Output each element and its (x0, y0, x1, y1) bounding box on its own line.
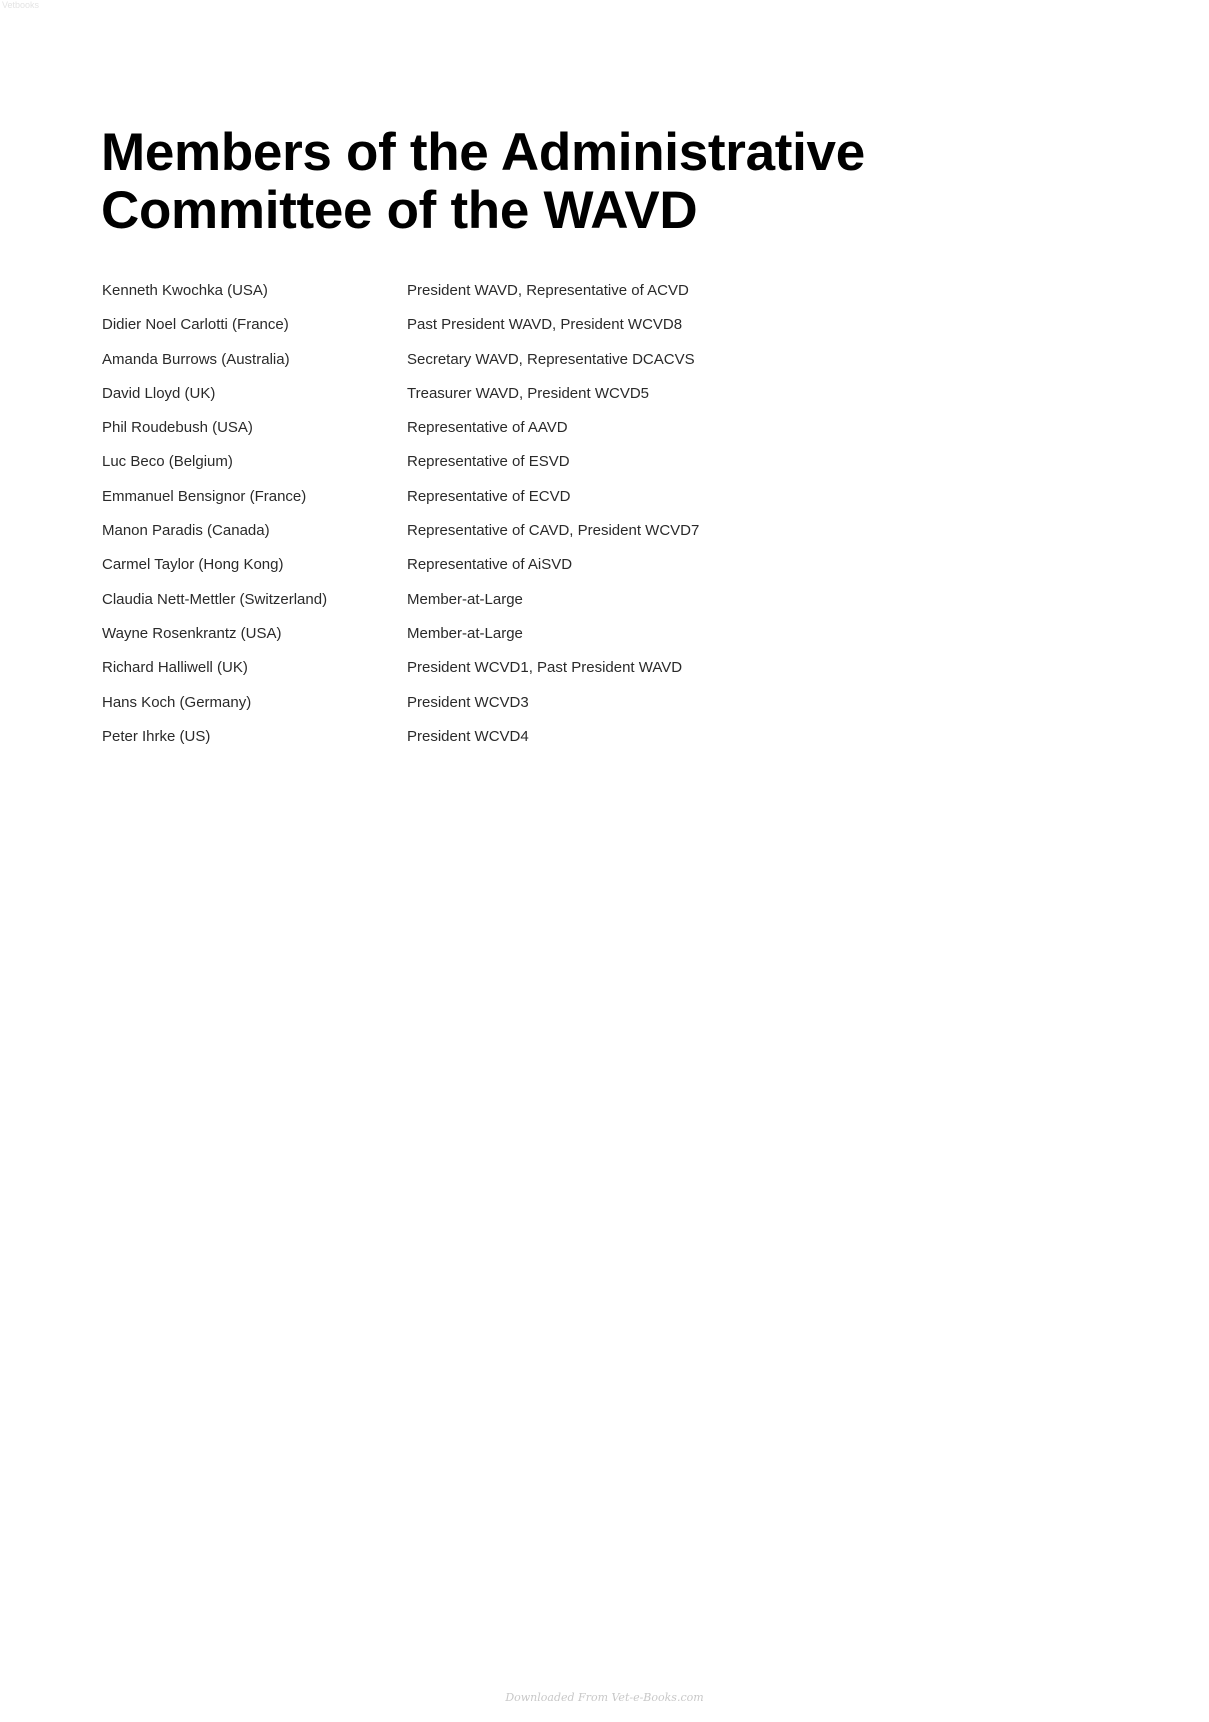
member-name: Manon Paradis (Canada) (102, 522, 270, 540)
member-role: Representative of AiSVD (407, 556, 573, 574)
corner-watermark: Vetbooks (2, 0, 40, 10)
member-role: Past President WAVD, President WCVD8 (407, 316, 683, 334)
member-name: Didier Noel Carlotti (France) (102, 316, 289, 334)
member-name: Luc Beco (Belgium) (102, 453, 233, 471)
member-name: Claudia Nett-Mettler (Switzerland) (102, 590, 328, 608)
member-row (102, 659, 902, 693)
members-list (102, 282, 902, 762)
footer-watermark: Downloaded From Vet-e-Books.com (505, 1691, 704, 1704)
member-row (102, 488, 902, 522)
page-title (101, 124, 1001, 240)
title-line-1: Members of the Administrative (101, 123, 865, 182)
member-name: Amanda Burrows (Australia) (102, 350, 290, 368)
member-name: Emmanuel Bensignor (France) (102, 487, 307, 505)
member-role: Representative of AAVD (407, 419, 568, 437)
member-role: Member-at-Large (407, 624, 523, 642)
member-name: Kenneth Kwochka (USA) (102, 282, 268, 299)
member-row (102, 351, 902, 385)
member-row (102, 522, 902, 556)
member-role: President WCVD4 (407, 727, 529, 745)
member-role: Representative of CAVD, President WCVD7 (407, 522, 700, 540)
title-line-2: Committee of the WAVD (101, 181, 698, 240)
member-role: Treasurer WAVD, President WCVD5 (407, 384, 649, 402)
member-name: David Lloyd (UK) (102, 384, 216, 402)
member-row (102, 385, 902, 419)
member-name: Richard Halliwell (UK) (102, 659, 248, 677)
member-row (102, 591, 902, 625)
member-row (102, 625, 902, 659)
member-role: Representative of ECVD (407, 487, 571, 505)
member-role: President WCVD1, Past President WAVD (407, 659, 683, 677)
member-role: President WAVD, Representative of ACVD (407, 282, 689, 299)
member-name: Wayne Rosenkrantz (USA) (102, 624, 282, 642)
member-name: Peter Ihrke (US) (102, 727, 211, 745)
member-row (102, 556, 902, 590)
member-name: Carmel Taylor (Hong Kong) (102, 556, 284, 574)
member-name: Hans Koch (Germany) (102, 693, 252, 711)
member-row (102, 728, 902, 762)
member-row (102, 419, 902, 453)
member-row (102, 694, 902, 728)
member-role: Secretary WAVD, Representative DCACVS (407, 350, 695, 368)
member-row (102, 316, 902, 350)
member-row (102, 453, 902, 487)
member-row (102, 282, 902, 316)
member-role: President WCVD3 (407, 693, 529, 711)
member-role: Representative of ESVD (407, 453, 570, 471)
member-role: Member-at-Large (407, 590, 523, 608)
member-name: Phil Roudebush (USA) (102, 419, 253, 437)
